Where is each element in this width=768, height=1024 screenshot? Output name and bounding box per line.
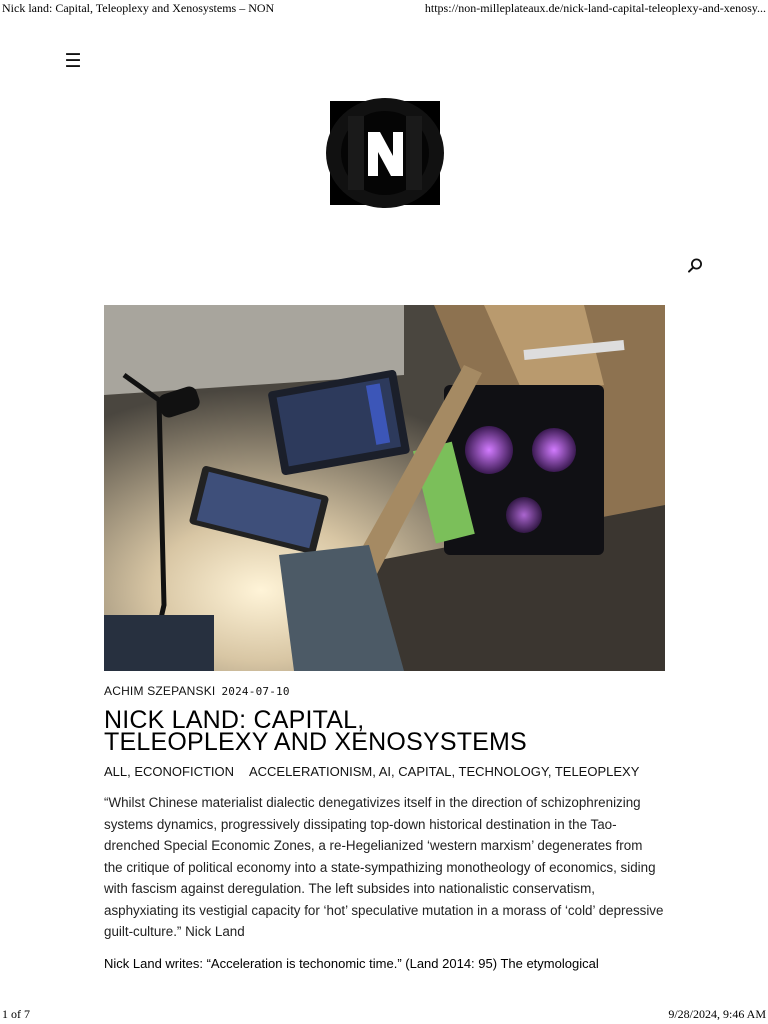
print-header <box>0 0 768 16</box>
tag-link-capital[interactable]: CAPITAL <box>398 764 452 779</box>
print-footer <box>0 1006 768 1024</box>
author-link[interactable]: ACHIM SZEPANSKI <box>104 684 216 698</box>
site-logo[interactable] <box>324 96 446 210</box>
article-title-line-1: NICK LAND: CAPITAL, <box>104 706 365 734</box>
tag-link-ai[interactable]: AI <box>378 764 392 779</box>
epigraph-quote: “Whilst Chinese materialist dialectic denegativizes itself in the direction of schizophrenizing systems dynamics, progressively dissipating top-down historical destination in the Tao-drenched Special Economic Zones, a re-Hegelianized ‘western marxism’ degenerates from the critique of political economy into a state-sympathizing monotheology of economics, siding with fascism against deregulation. The left subsides into nationalistic conservatism, asphyxiating its vestigial capacity for ‘hot’ speculative mutation in a morass of ‘cold’ depressive guilt-culture.” Nick Land <box>104 795 664 939</box>
non-logo-icon <box>324 96 446 210</box>
article-intro-paragraph: Nick Land writes: “Acceleration is techonomic time.” (Land 2014: 95) The etymological <box>104 956 599 971</box>
category-link-all[interactable]: ALL <box>104 764 128 779</box>
print-datetime: 9/28/2024, 9:46 AM <box>668 1007 766 1021</box>
category-tag-list: ALL, ECONOFICTION ACCELERATIONISM, AI, CAPITAL, TECHNOLOGY, TELEOPLEXY <box>104 764 640 779</box>
tag-link-teleoplexy[interactable]: TELEOPLEXY <box>554 764 640 779</box>
tag-link-accelerationism[interactable]: ACCELERATIONISM <box>248 764 373 779</box>
article-hero-image <box>104 305 665 671</box>
article-meta <box>104 684 290 698</box>
tag-link-technology[interactable]: TECHNOLOGY <box>458 764 548 779</box>
print-page-url: https://non-milleplateaux.de/nick-land-capital-teleoplexy-and-xenosy... <box>424 1 766 15</box>
article-title-line-2: TELEOPLEXY AND XENOSYSTEMS <box>104 728 527 756</box>
article-date: 2024-07-10 <box>221 685 290 698</box>
search-button[interactable] <box>686 257 704 275</box>
print-page-count: 1 of 7 <box>2 1007 30 1021</box>
article-title <box>104 706 664 756</box>
hamburger-menu-icon[interactable]: ☰ <box>64 51 82 72</box>
print-page-title: Nick land: Capital, Teleoplexy and Xenosystems – NON <box>2 1 275 15</box>
category-link-econofiction[interactable]: ECONOFICTION <box>134 764 235 779</box>
search-icon <box>686 257 704 275</box>
